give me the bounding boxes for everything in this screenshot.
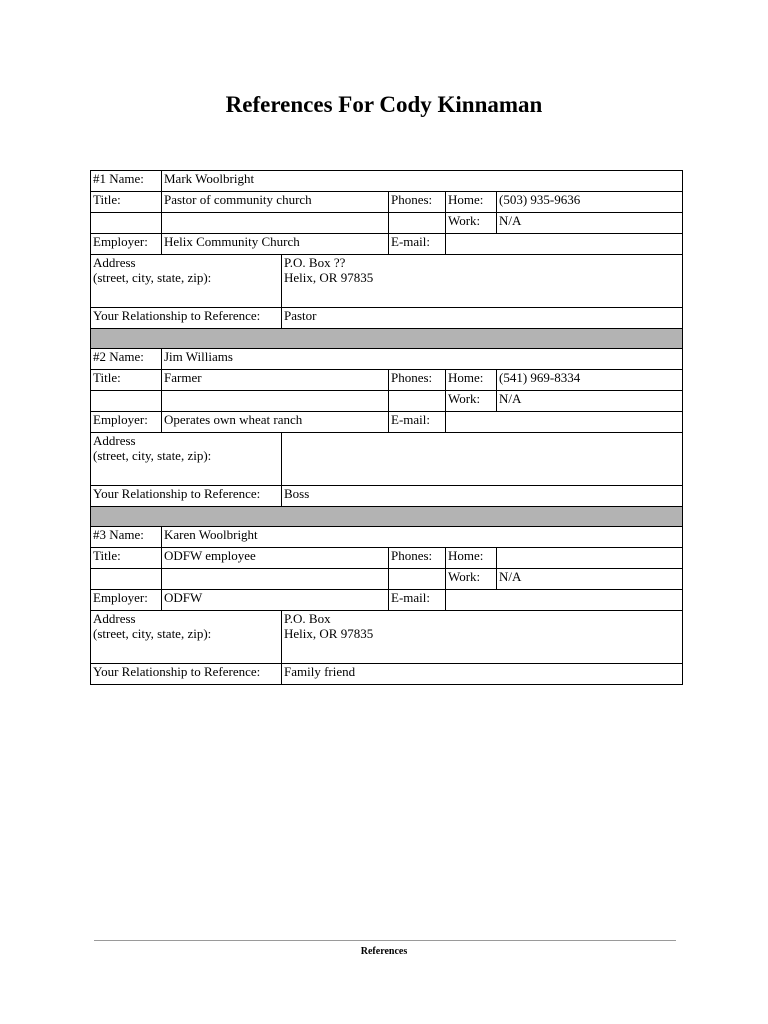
- empty-cell: [91, 391, 162, 412]
- home-phone-label: Home:: [446, 370, 497, 391]
- home-phone-label: Home:: [446, 192, 497, 213]
- reference-2-employer-row: [91, 412, 683, 433]
- phones-label: Phones:: [389, 370, 446, 391]
- home-phone-value: (503) 935-9636: [497, 192, 683, 213]
- employer-label: Employer:: [91, 234, 162, 255]
- reference-1-title-row: [91, 192, 683, 213]
- reference-2-address-row: [91, 433, 683, 486]
- separator-cell: [91, 329, 683, 349]
- address-label: Address (street, city, state, zip):: [91, 433, 282, 486]
- relationship-value: Boss: [282, 486, 683, 507]
- reference-name-value: Mark Woolbright: [162, 171, 683, 192]
- work-phone-value: N/A: [497, 391, 683, 412]
- empty-cell: [389, 391, 446, 412]
- home-phone-value: [497, 548, 683, 569]
- work-phone-label: Work:: [446, 391, 497, 412]
- reference-3-work-row: [91, 569, 683, 590]
- footer-divider: [94, 940, 676, 941]
- reference-name-value: Karen Woolbright: [162, 527, 683, 548]
- email-label: E-mail:: [389, 412, 446, 433]
- reference-title-value: ODFW employee: [162, 548, 389, 569]
- reference-title-value: Farmer: [162, 370, 389, 391]
- reference-1-relationship-row: [91, 308, 683, 329]
- email-value: [446, 590, 683, 611]
- empty-cell: [91, 213, 162, 234]
- reference-title-value: Pastor of community church: [162, 192, 389, 213]
- email-label: E-mail:: [389, 590, 446, 611]
- employer-label: Employer:: [91, 412, 162, 433]
- reference-3-name-row: [91, 527, 683, 548]
- employer-value: ODFW: [162, 590, 389, 611]
- employer-value: Operates own wheat ranch: [162, 412, 389, 433]
- empty-cell: [162, 391, 389, 412]
- name-label: #1 Name:: [91, 171, 162, 192]
- reference-2-title-row: [91, 370, 683, 391]
- address-label: Address (street, city, state, zip):: [91, 255, 282, 308]
- home-phone-label: Home:: [446, 548, 497, 569]
- empty-cell: [389, 213, 446, 234]
- page-title: References For Cody Kinnaman: [225, 92, 543, 117]
- title-label: Title:: [91, 192, 162, 213]
- reference-1-name-row: [91, 171, 683, 192]
- address-value: [282, 433, 683, 486]
- separator-row: [91, 329, 683, 349]
- phones-label: Phones:: [389, 192, 446, 213]
- title-label: Title:: [91, 548, 162, 569]
- address-value: P.O. Box ?? Helix, OR 97835: [282, 255, 683, 308]
- separator-cell: [91, 507, 683, 527]
- work-phone-value: N/A: [497, 213, 683, 234]
- address-label: Address (street, city, state, zip):: [91, 611, 282, 664]
- separator-row: [91, 507, 683, 527]
- reference-2-name-row: [91, 349, 683, 370]
- email-value: [446, 412, 683, 433]
- reference-3-title-row: [91, 548, 683, 569]
- reference-3-address-row: [91, 611, 683, 664]
- employer-label: Employer:: [91, 590, 162, 611]
- relationship-value: Pastor: [282, 308, 683, 329]
- email-value: [446, 234, 683, 255]
- empty-cell: [389, 569, 446, 590]
- empty-cell: [162, 213, 389, 234]
- address-value: P.O. Box Helix, OR 97835: [282, 611, 683, 664]
- title-label: Title:: [91, 370, 162, 391]
- work-phone-label: Work:: [446, 213, 497, 234]
- phones-label: Phones:: [389, 548, 446, 569]
- reference-3-employer-row: [91, 590, 683, 611]
- name-label: #2 Name:: [91, 349, 162, 370]
- reference-name-value: Jim Williams: [162, 349, 683, 370]
- work-phone-label: Work:: [446, 569, 497, 590]
- references-table: [90, 170, 683, 685]
- home-phone-value: (541) 969-8334: [497, 370, 683, 391]
- empty-cell: [91, 569, 162, 590]
- reference-3-relationship-row: [91, 664, 683, 685]
- page-footer: References: [360, 946, 408, 957]
- reference-1-employer-row: [91, 234, 683, 255]
- empty-cell: [162, 569, 389, 590]
- email-label: E-mail:: [389, 234, 446, 255]
- reference-2-relationship-row: [91, 486, 683, 507]
- relationship-value: Family friend: [282, 664, 683, 685]
- reference-1-address-row: [91, 255, 683, 308]
- employer-value: Helix Community Church: [162, 234, 389, 255]
- reference-1-work-row: [91, 213, 683, 234]
- relationship-label: Your Relationship to Reference:: [91, 308, 282, 329]
- name-label: #3 Name:: [91, 527, 162, 548]
- reference-2-work-row: [91, 391, 683, 412]
- work-phone-value: N/A: [497, 569, 683, 590]
- relationship-label: Your Relationship to Reference:: [91, 486, 282, 507]
- relationship-label: Your Relationship to Reference:: [91, 664, 282, 685]
